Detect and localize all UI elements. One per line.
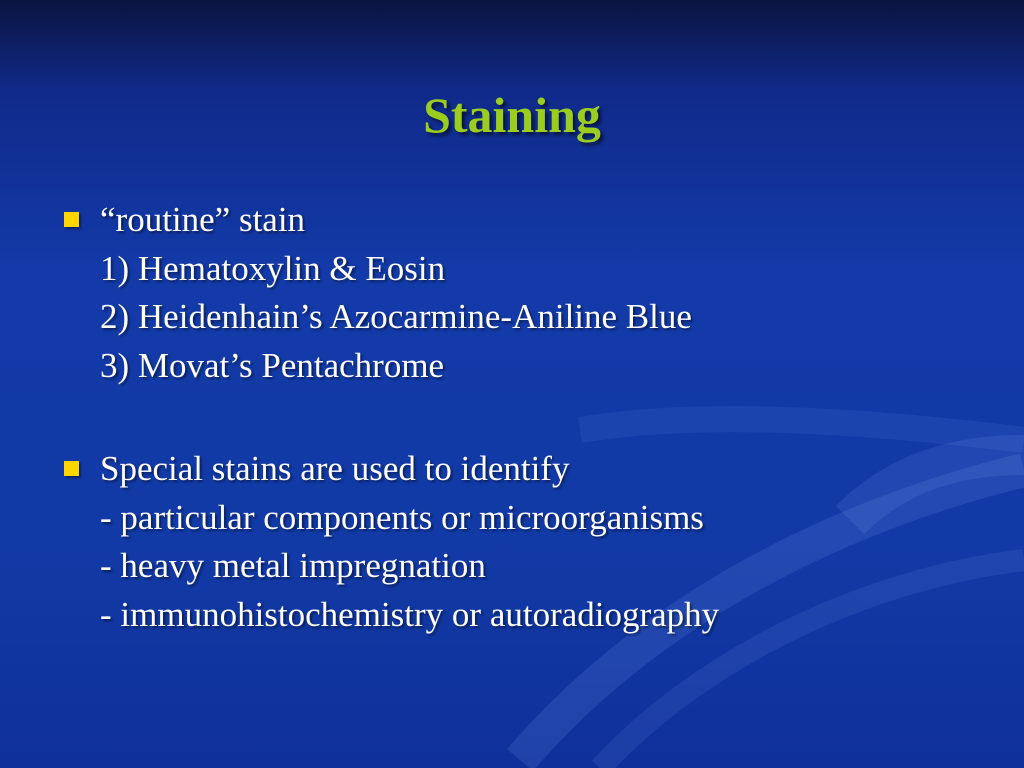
bullet-subline: 2) Heidenhain’s Azocarmine-Aniline Blue [100,297,692,336]
bullet-special-stains [62,445,1002,639]
bullet-heading: “routine” stain [100,200,306,239]
bullet-routine-stains [62,196,1002,390]
bullet-list [62,196,1002,639]
slide-title: Staining [423,87,601,143]
bullet-subline: 3) Movat’s Pentachrome [100,345,445,385]
bullet-heading: Special stains are used to identify [100,449,570,488]
bullet-subline: 1) Hematoxylin & Eosin [100,248,446,288]
bullet-subline: - particular components or microorganisms [100,497,704,537]
bullet-subline: - immunohistochemistry or autoradiography [100,594,720,634]
square-bullet-icon [64,212,79,227]
square-bullet-icon [64,461,79,476]
bullet-subline: - heavy metal impregnation [100,546,486,585]
